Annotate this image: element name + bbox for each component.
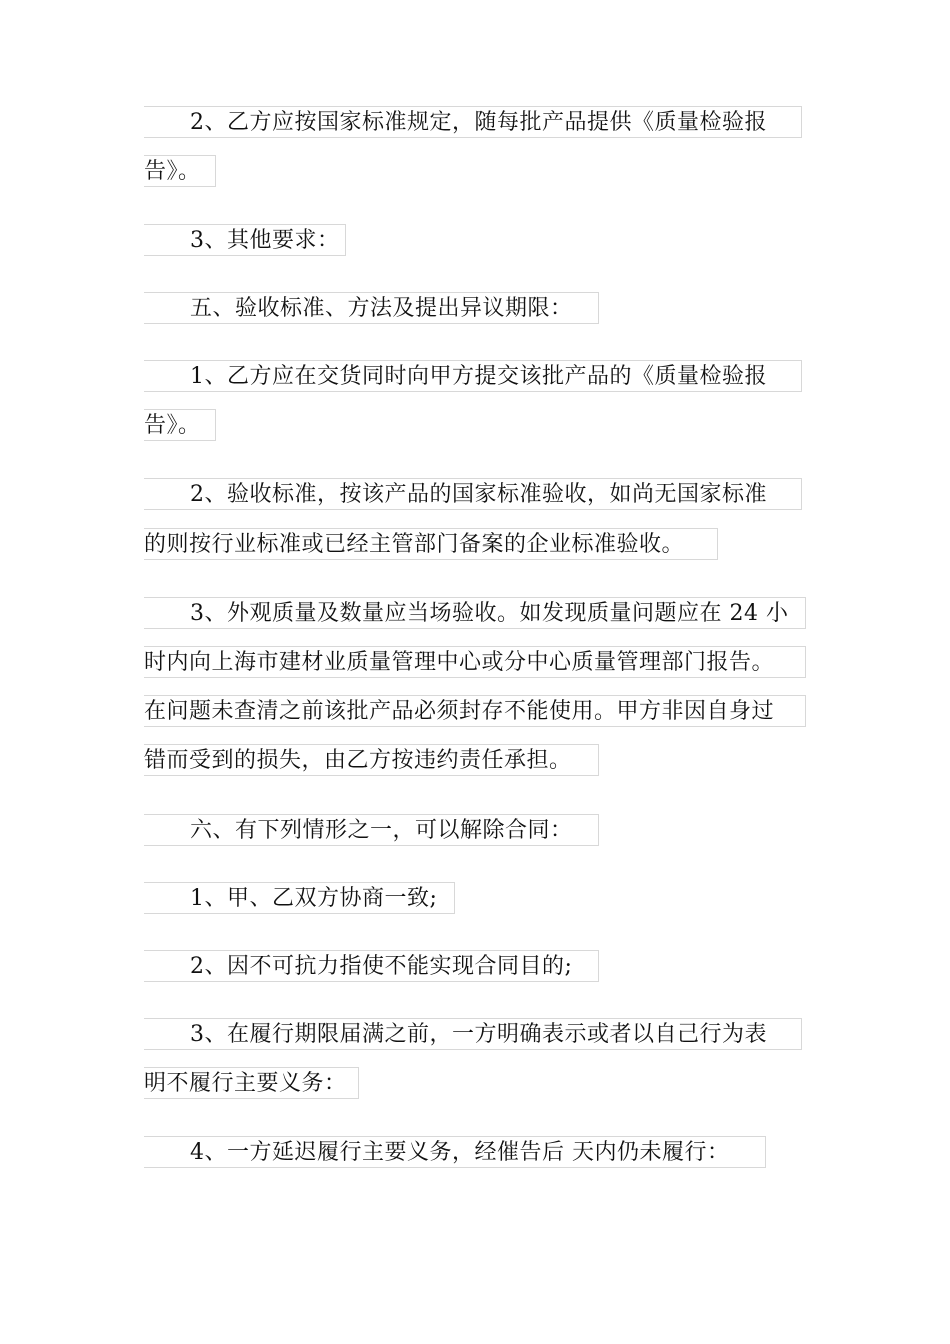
text-line: 告》。 — [144, 409, 216, 441]
text-line: 告》。 — [144, 155, 216, 187]
text-line: 3、外观质量及数量应当场验收。如发现质量问题应在 24 小 — [144, 597, 806, 629]
text-line: 2、验收标准，按该产品的国家标准验收，如尚无国家标准 — [144, 478, 802, 510]
text-line: 2、因不可抗力指使不能实现合同目的; — [144, 950, 599, 982]
text-line: 1、乙方应在交货同时向甲方提交该批产品的《质量检验报 — [144, 360, 802, 392]
text-line: 错而受到的损失，由乙方按违约责任承担。 — [144, 744, 599, 776]
text-line: 在问题未查清之前该批产品必须封存不能使用。甲方非因自身过 — [144, 695, 806, 727]
text-line: 明不履行主要义务： — [144, 1067, 359, 1099]
text-line: 的则按行业标准或已经主管部门备案的企业标准验收。 — [144, 528, 718, 560]
text-line: 3、在履行期限届满之前，一方明确表示或者以自己行为表 — [144, 1018, 802, 1050]
text-line: 2、乙方应按国家标准规定，随每批产品提供《质量检验报 — [144, 106, 802, 138]
text-line: 时内向上海市建材业质量管理中心或分中心质量管理部门报告。 — [144, 646, 806, 678]
text-line: 1、甲、乙双方协商一致; — [144, 882, 455, 914]
text-line: 3、其他要求： — [144, 224, 346, 256]
section-heading: 六、有下列情形之一，可以解除合同： — [144, 814, 599, 846]
text-line: 4、一方延迟履行主要义务，经催告后 天内仍未履行： — [144, 1136, 766, 1168]
section-heading: 五、验收标准、方法及提出异议期限： — [144, 292, 599, 324]
